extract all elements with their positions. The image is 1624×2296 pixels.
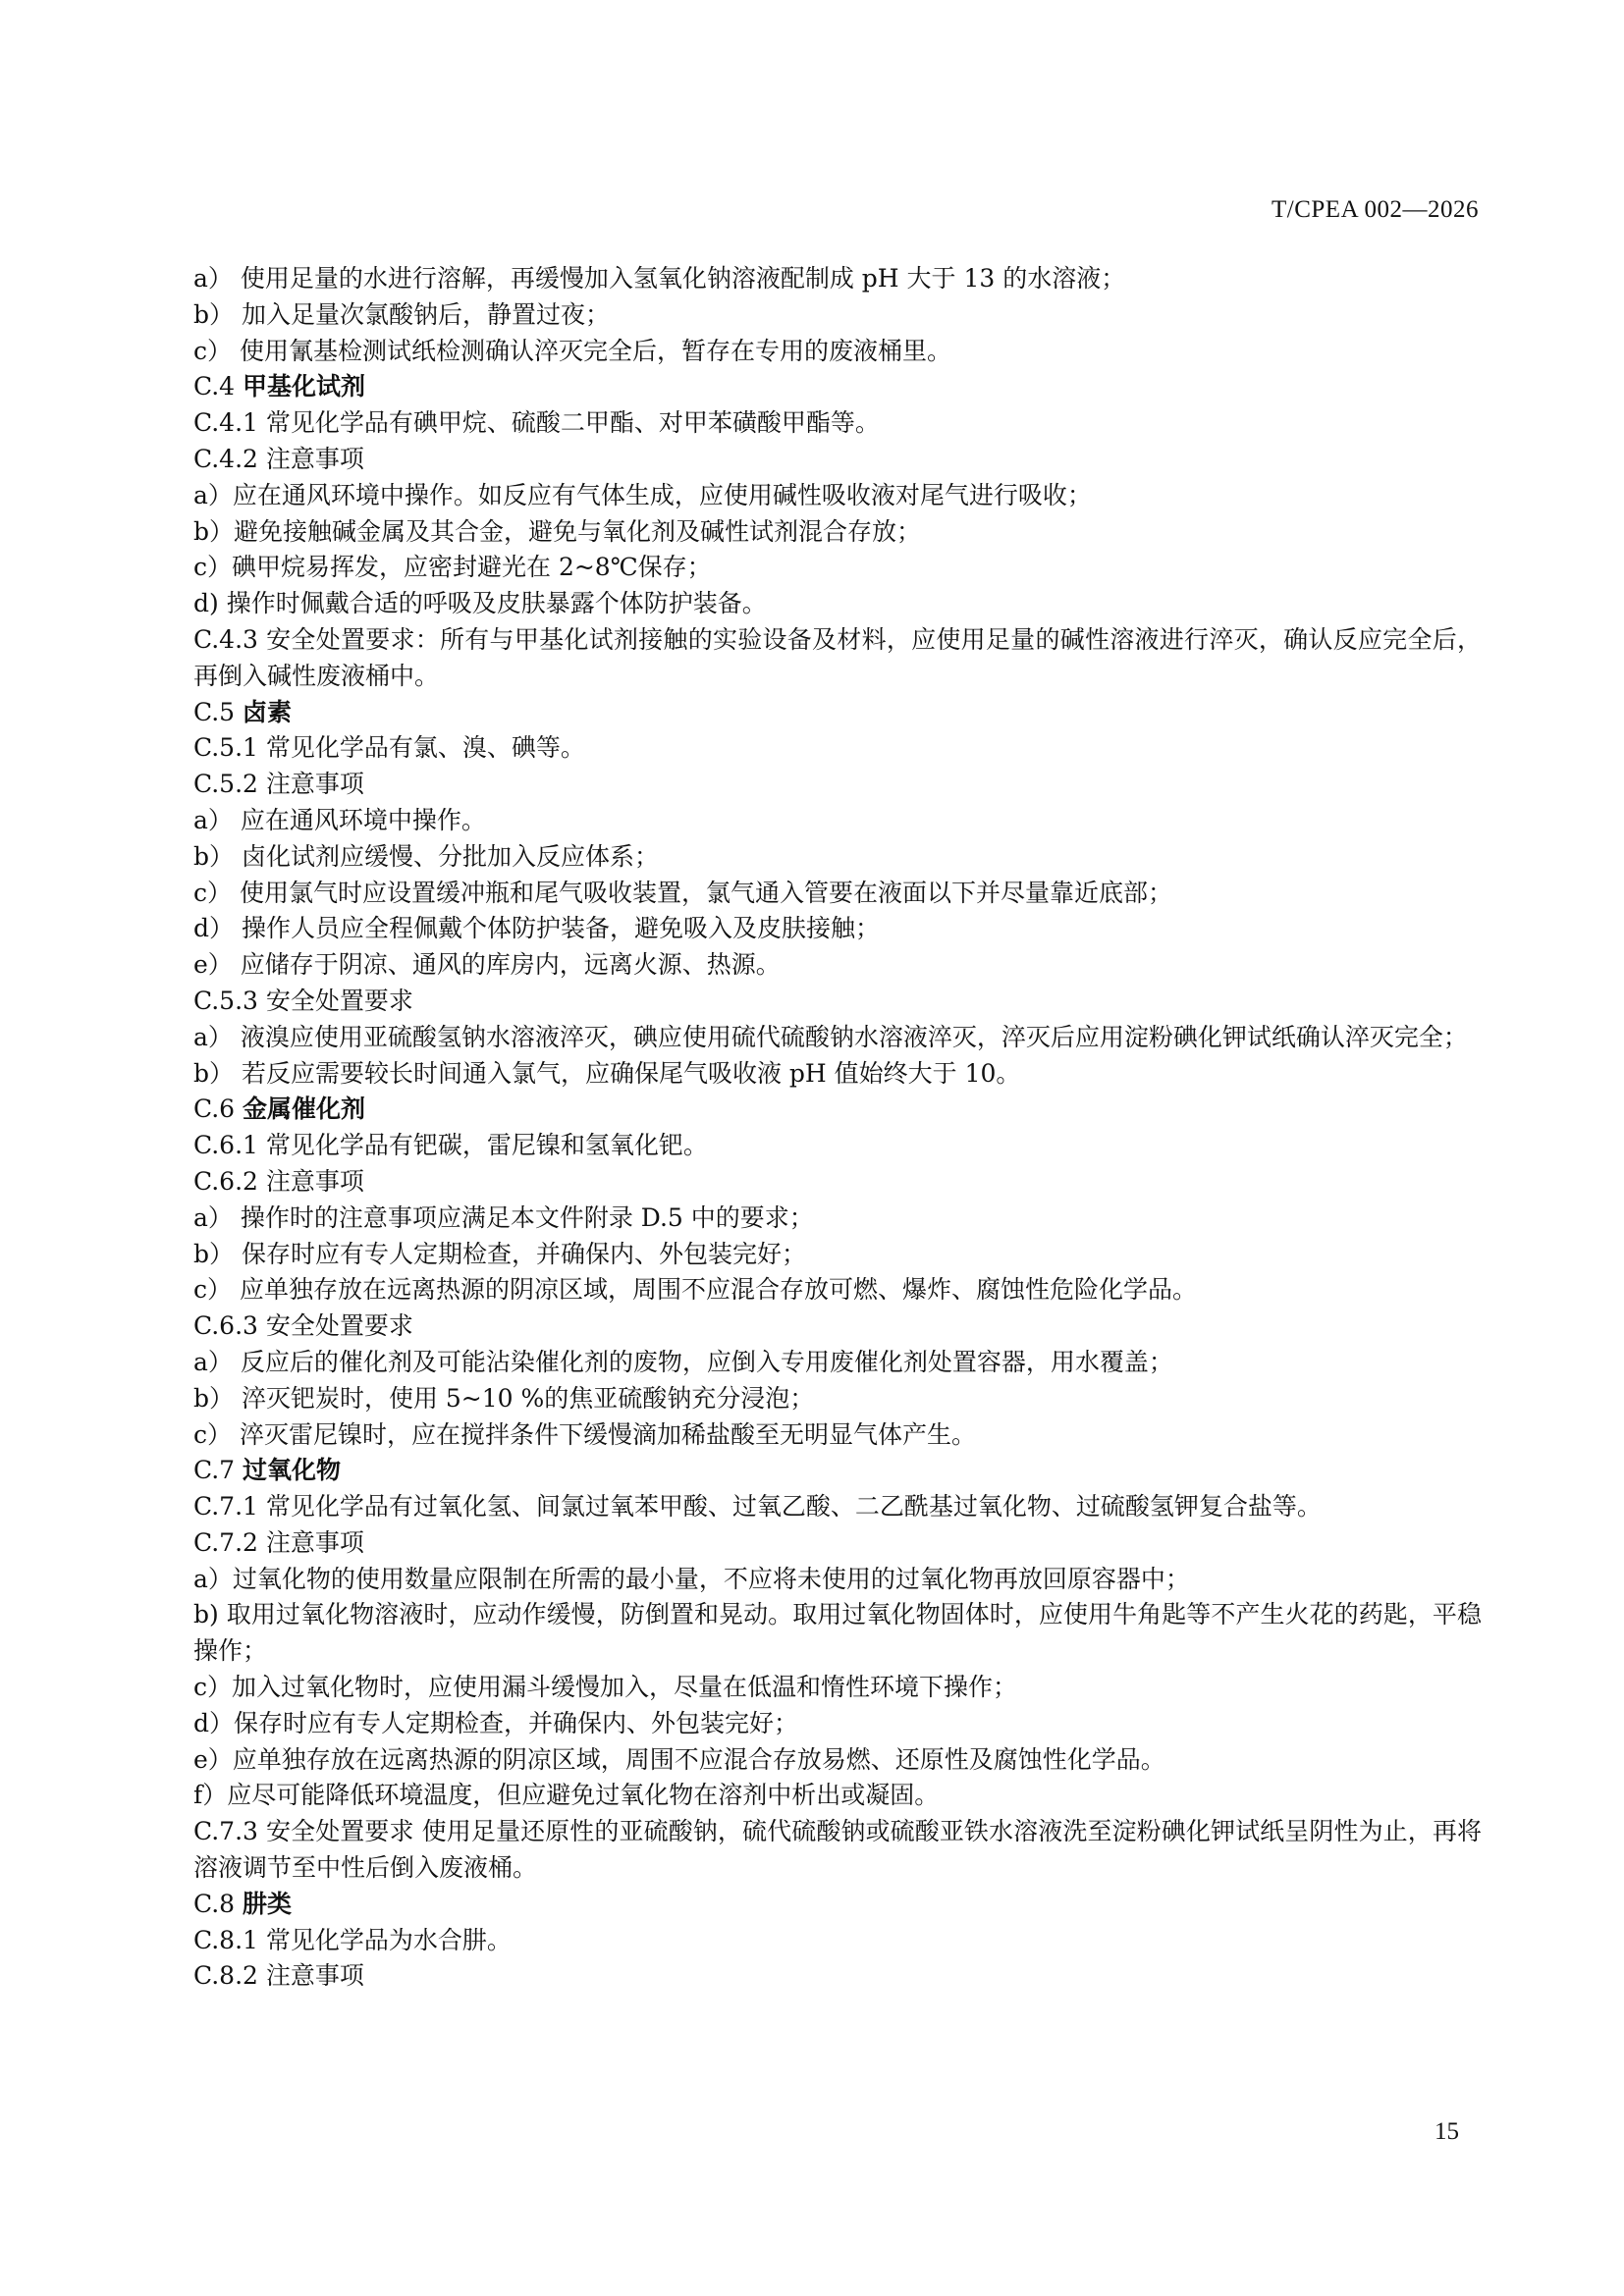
section-title: 过氧化物 (243, 1456, 342, 1485)
body-line: a） 液溴应使用亚硫酸氢钠水溶液淬灭，碘应使用硫代硫酸钠水溶液淬灭，淬灭后应用淀粉碘化钾试纸确认淬灭完全； (193, 1022, 1468, 1051)
section-heading (193, 695, 1482, 731)
document-body (193, 261, 1482, 1995)
body-line: C.5.3 安全处置要求 (193, 986, 413, 1015)
body-line: C.5.1 常见化学品有氯、溴、碘等。 (193, 733, 585, 763)
body-line: C.7.2 注意事项 (193, 1527, 364, 1557)
body-line: b） 加入足量次氯酸钠后，静置过夜； (193, 299, 610, 329)
section-number: C.8 (193, 1889, 236, 1918)
body-line: C.8.1 常见化学品为水合肼。 (193, 1925, 512, 1954)
body-line: C.6.1 常见化学品有钯碳，雷尼镍和氢氧化钯。 (193, 1131, 708, 1160)
page-number: 15 (1435, 2118, 1459, 2145)
body-line: b） 淬灭钯炭时，使用 5~10 %的焦亚硫酸钠充分浸泡； (193, 1383, 815, 1413)
body-line: c）碘甲烷易挥发，应密封避光在 2~8℃保存； (193, 553, 712, 582)
body-line: a）过氧化物的使用数量应限制在所需的最小量，不应将未使用的过氧化物再放回原容器中； (193, 1564, 1190, 1593)
body-line: b） 卤化试剂应缓慢、分批加入反应体系； (193, 841, 659, 871)
section-title: 甲基化试剂 (243, 372, 366, 401)
body-line: a） 反应后的催化剂及可能沾染催化剂的废物，应倒入专用废催化剂处置容器，用水覆盖； (193, 1347, 1173, 1376)
body-line: c）加入过氧化物时，应使用漏斗缓慢加入，尽量在低温和惰性环境下操作； (193, 1673, 1018, 1702)
body-line: C.6.2 注意事项 (193, 1166, 364, 1196)
body-line: b) 取用过氧化物溶液时，应动作缓慢，防倒置和晃动。取用过氧化物固体时，应使用牛角匙等不产生火花的药匙，平稳操作； (193, 1600, 1482, 1666)
body-line: a） 操作时的注意事项应满足本文件附录 D.5 中的要求； (193, 1202, 814, 1232)
section-number: C.6 (193, 1095, 236, 1124)
body-line: a） 使用足量的水进行溶解，再缓慢加入氢氧化钠溶液配制成 pH 大于 13 的水溶液； (193, 264, 1126, 293)
section-title: 卤素 (243, 697, 293, 726)
body-line: d） 操作人员应全程佩戴个体防护装备，避免吸入及皮肤接触； (193, 914, 880, 943)
body-line: C.8.2 注意事项 (193, 1961, 364, 1991)
document-code-header: T/CPEA 002—2026 (1272, 196, 1479, 223)
body-line: a）应在通风环境中操作。如反应有气体生成，应使用碱性吸收液对尾气进行吸收； (193, 480, 1092, 509)
section-number: C.4 (193, 372, 236, 401)
body-line: c） 使用氰基检测试纸检测确认淬灭完全后，暂存在专用的废液桶里。 (193, 336, 951, 365)
body-line: C.7.1 常见化学品有过氧化氢、间氯过氧苯甲酸、过氧乙酸、二乙酰基过氧化物、过硫酸氢钾复合盐等。 (193, 1492, 1322, 1522)
body-line: C.4.3 安全处置要求：所有与甲基化试剂接触的实验设备及材料，应使用足量的碱性溶液进行淬灭，确认反应完全后，再倒入碱性废液桶中。 (193, 624, 1482, 690)
body-line: C.4.2 注意事项 (193, 444, 364, 473)
section-heading (193, 1453, 1482, 1489)
section-heading (193, 369, 1482, 405)
body-line: c） 使用氯气时应设置缓冲瓶和尾气吸收装置，氯气通入管要在液面以下并尽量靠近底部； (193, 878, 1172, 907)
section-heading (193, 1092, 1482, 1128)
body-line: a） 应在通风环境中操作。 (193, 805, 486, 834)
body-line: C.7.3 安全处置要求 使用足量还原性的亚硫酸钠，硫代硫酸钠或硫酸亚铁水溶液洗至淀粉碘化钾试纸呈阴性为止，再将溶液调节至中性后倒入废液桶。 (193, 1817, 1482, 1883)
body-line: d) 操作时佩戴合适的呼吸及皮肤暴露个体防护装备。 (193, 589, 767, 618)
body-line: C.4.1 常见化学品有碘甲烷、硫酸二甲酯、对甲苯磺酸甲酯等。 (193, 408, 880, 438)
body-line: e） 应储存于阴凉、通风的库房内，远离火源、热源。 (193, 950, 781, 980)
body-line: c） 淬灭雷尼镍时，应在搅拌条件下缓慢滴加稀盐酸至无明显气体产生。 (193, 1419, 976, 1449)
body-line: e）应单独存放在远离热源的阴凉区域，周围不应混合存放易燃、还原性及腐蚀性化学品。 (193, 1744, 1165, 1774)
body-line: C.5.2 注意事项 (193, 770, 364, 799)
section-title: 肼类 (243, 1889, 293, 1918)
body-line: C.6.3 安全处置要求 (193, 1311, 413, 1341)
body-line: d）保存时应有专人定期检查，并确保内、外包装完好； (193, 1708, 799, 1737)
body-line: f）应尽可能降低环境温度，但应避免过氧化物在溶剂中析出或凝固。 (193, 1781, 940, 1810)
section-number: C.7 (193, 1456, 236, 1485)
section-heading (193, 1887, 1482, 1923)
section-title: 金属催化剂 (243, 1095, 366, 1124)
body-line: b） 若反应需要较长时间通入氯气，应确保尾气吸收液 pH 值始终大于 10。 (193, 1058, 1021, 1088)
section-number: C.5 (193, 697, 236, 726)
body-line: c） 应单独存放在远离热源的阴凉区域，周围不应混合存放可燃、爆炸、腐蚀性危险化学品。 (193, 1275, 1197, 1305)
body-line: b）避免接触碱金属及其合金，避免与氧化剂及碱性试剂混合存放； (193, 516, 922, 546)
body-line: b） 保存时应有专人定期检查，并确保内、外包装完好； (193, 1239, 806, 1268)
